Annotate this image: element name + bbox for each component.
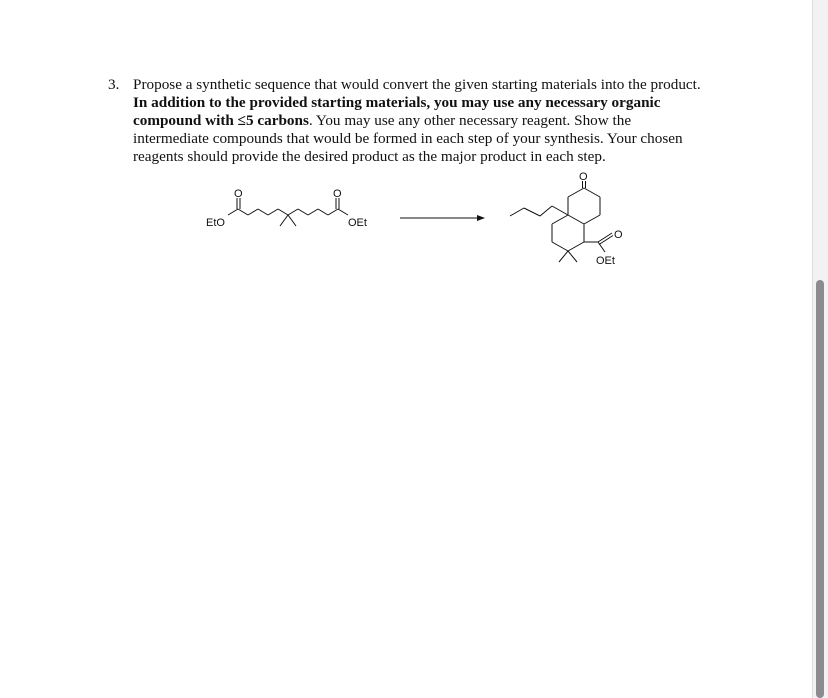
ethoxy-label-left: EtO bbox=[206, 217, 225, 229]
carbonyl-oxygen-right: O bbox=[333, 188, 342, 200]
product-structure bbox=[510, 181, 613, 262]
question-line-4: intermediate compounds that would be formed in each step of your synthesis. Your chosen bbox=[133, 130, 683, 147]
ketone-oxygen: O bbox=[579, 171, 588, 183]
ethoxy-label-right: OEt bbox=[348, 217, 367, 229]
starting-material-structure bbox=[228, 198, 348, 226]
vertical-scrollbar-thumb[interactable] bbox=[816, 280, 824, 698]
question-number: 3. bbox=[108, 76, 120, 93]
carbonyl-oxygen-left: O bbox=[234, 188, 243, 200]
question-line-2: In addition to the provided starting materials, you may use any necessary organic bbox=[133, 94, 661, 111]
ester-carbonyl-oxygen: O bbox=[614, 229, 623, 241]
question-line-1: Propose a synthetic sequence that would convert the given starting materials into the product. bbox=[133, 76, 701, 93]
question-line-5: reagents should provide the desired product as the major product in each step. bbox=[133, 148, 606, 165]
question-line-3-rest: . You may use any other necessary reagent. Show the bbox=[308, 112, 632, 129]
carbon-limit-text: compound with ≤5 carbons bbox=[133, 112, 309, 129]
ethoxy-label-product: OEt bbox=[596, 255, 615, 267]
